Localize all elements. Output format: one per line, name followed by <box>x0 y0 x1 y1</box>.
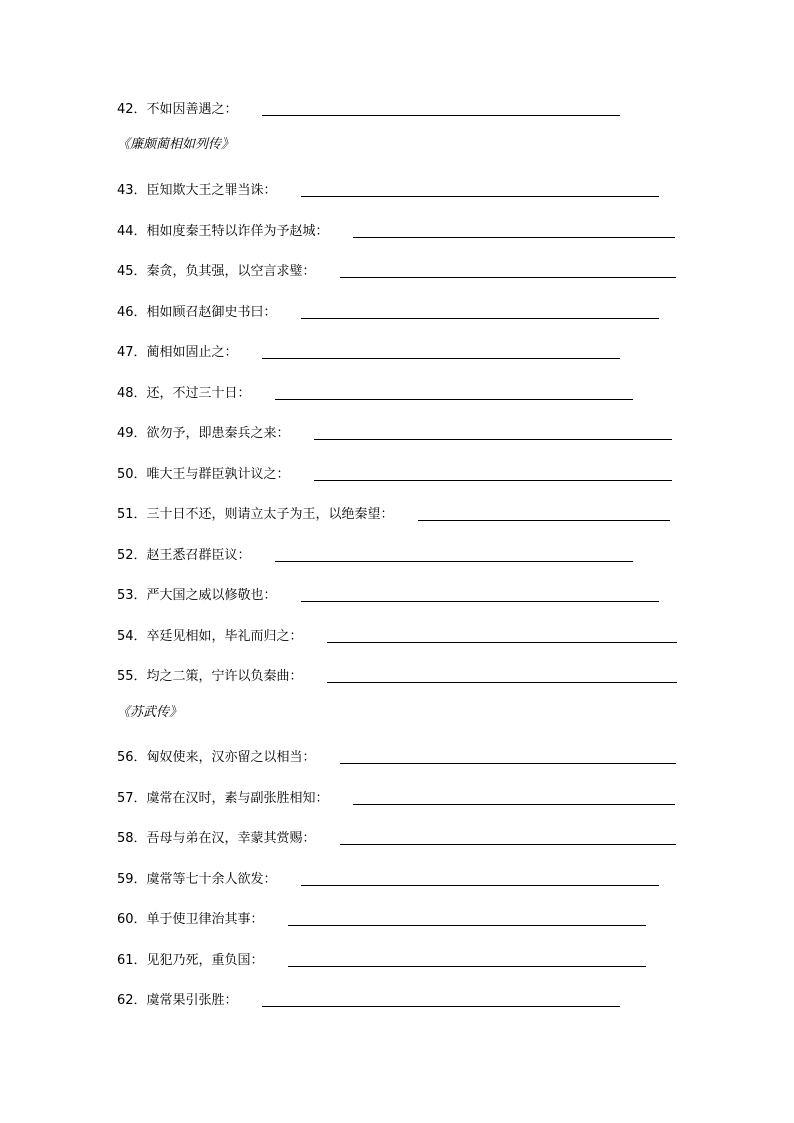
question-number: 61． <box>117 953 147 968</box>
answer-blank[interactable] <box>353 804 675 805</box>
question-48 <box>117 380 633 402</box>
question-number: 43． <box>117 183 147 198</box>
question-number: 51． <box>117 507 147 522</box>
question-text: 见犯乃死，重负国： <box>146 953 264 968</box>
question-text: 虞常等七十余人欲发： <box>146 872 277 887</box>
question-number: 42． <box>117 102 147 117</box>
question-number: 57． <box>117 791 147 806</box>
question-number: 48． <box>117 386 147 401</box>
question-55 <box>117 663 677 685</box>
answer-blank[interactable] <box>275 561 633 562</box>
question-42 <box>117 96 620 118</box>
question-text: 均之二策，宁许以负秦曲： <box>146 669 303 684</box>
question-number: 56． <box>117 750 147 765</box>
answer-blank[interactable] <box>418 520 670 521</box>
question-number: 53． <box>117 588 147 603</box>
question-text: 单于使卫律治其事： <box>146 912 264 927</box>
question-46 <box>117 299 659 321</box>
question-49 <box>117 420 672 442</box>
question-53 <box>117 582 659 604</box>
question-62 <box>117 987 620 1009</box>
question-50 <box>117 461 672 483</box>
question-number: 58． <box>117 831 147 846</box>
question-60 <box>117 906 646 928</box>
question-59 <box>117 866 659 888</box>
answer-blank[interactable] <box>262 1006 620 1007</box>
answer-blank[interactable] <box>262 358 620 359</box>
question-number: 45． <box>117 264 147 279</box>
question-text: 吾母与弟在汉，幸蒙其赏赐： <box>146 831 316 846</box>
question-text: 还，不过三十日： <box>146 386 251 401</box>
question-58 <box>117 825 676 847</box>
question-text: 三十日不还，则请立太子为王，以绝秦望： <box>146 507 394 522</box>
question-text: 匈奴使来，汉亦留之以相当： <box>146 750 316 765</box>
question-43 <box>117 177 659 199</box>
question-57 <box>117 785 675 807</box>
question-text: 相如度秦王特以诈佯为予赵城： <box>146 224 329 239</box>
question-text: 相如顾召赵御史书曰： <box>146 305 277 320</box>
answer-blank[interactable] <box>288 966 646 967</box>
question-text: 唯大王与群臣孰计议之： <box>146 467 290 482</box>
answer-blank[interactable] <box>301 885 659 886</box>
question-number: 54． <box>117 629 147 644</box>
answer-blank[interactable] <box>353 237 675 238</box>
question-text: 秦贪，负其强，以空言求璧： <box>146 264 316 279</box>
answer-blank[interactable] <box>340 844 676 845</box>
question-text: 虞常果引张胜： <box>146 993 238 1008</box>
question-text: 虞常在汉时，素与副张胜相知： <box>146 791 329 806</box>
answer-blank[interactable] <box>301 196 659 197</box>
question-number: 59． <box>117 872 147 887</box>
question-54 <box>117 623 677 645</box>
question-number: 52． <box>117 548 147 563</box>
section-title: 《苏武传》 <box>117 705 183 720</box>
answer-blank[interactable] <box>288 925 646 926</box>
answer-blank[interactable] <box>340 277 676 278</box>
question-text: 赵王悉召群臣议： <box>146 548 251 563</box>
answer-blank[interactable] <box>340 763 676 764</box>
section-title: 《廉颇蔺相如列传》 <box>117 137 235 152</box>
answer-blank[interactable] <box>314 480 672 481</box>
question-number: 55． <box>117 669 147 684</box>
question-number: 49． <box>117 426 147 441</box>
question-52 <box>117 542 633 564</box>
answer-blank[interactable] <box>314 439 672 440</box>
question-text: 臣知欺大王之罪当诛： <box>146 183 277 198</box>
question-51 <box>117 501 670 523</box>
question-text: 蔺相如固止之： <box>146 345 238 360</box>
question-text: 欲勿予，即患秦兵之来： <box>146 426 290 441</box>
question-45 <box>117 258 676 280</box>
question-44 <box>117 218 675 240</box>
question-number: 44． <box>117 224 147 239</box>
question-text: 不如因善遇之： <box>146 102 238 117</box>
question-text: 严大国之威以修敬也： <box>146 588 277 603</box>
answer-blank[interactable] <box>327 682 677 683</box>
question-number: 47． <box>117 345 147 360</box>
answer-blank[interactable] <box>301 601 659 602</box>
question-number: 60． <box>117 912 147 927</box>
question-number: 46． <box>117 305 147 320</box>
answer-blank[interactable] <box>327 642 677 643</box>
question-text: 卒廷见相如，毕礼而归之： <box>146 629 303 644</box>
question-47 <box>117 339 620 361</box>
question-number: 50． <box>117 467 147 482</box>
question-number: 62． <box>117 993 147 1008</box>
question-61 <box>117 947 646 969</box>
answer-blank[interactable] <box>301 318 659 319</box>
answer-blank[interactable] <box>275 399 633 400</box>
question-56 <box>117 744 676 766</box>
answer-blank[interactable] <box>262 115 620 116</box>
